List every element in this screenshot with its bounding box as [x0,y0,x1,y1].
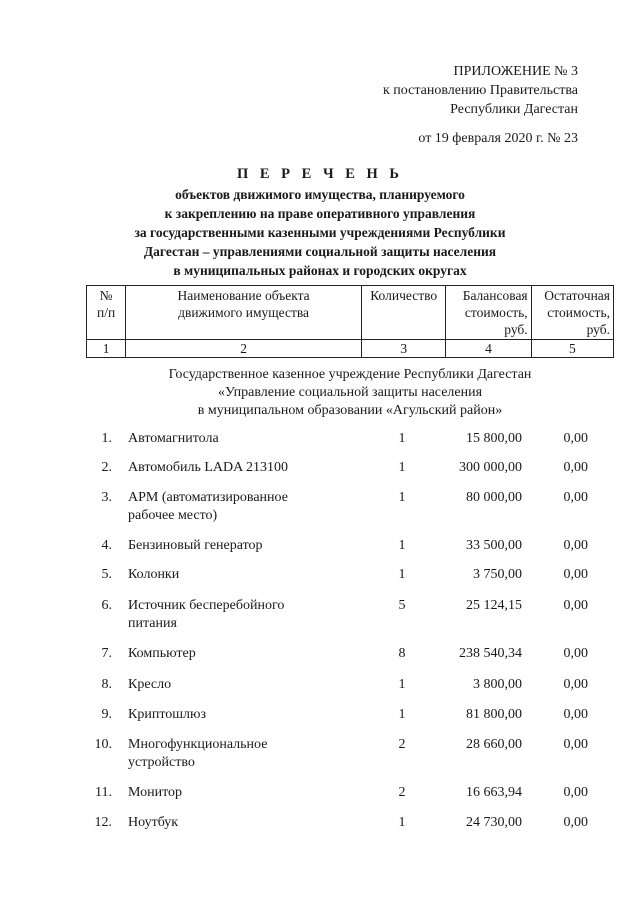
row-balance: 80 000,00 [466,490,522,505]
row-residual: 0,00 [563,785,588,800]
row-name: Компьютер [128,646,196,661]
row-residual: 0,00 [563,431,588,446]
row-residual: 0,00 [563,707,588,722]
row-qty: 1 [398,677,406,692]
row-num: 10. [94,737,112,752]
row-num: 11. [95,785,112,800]
section-line-2: «Управление социальной защиты населения [217,385,483,400]
column-number: 2 [126,340,362,358]
appendix-line-2: Республики Дагестан [450,102,578,117]
header-residual: Остаточная стоимость, руб. [531,286,613,340]
row-balance: 81 800,00 [466,707,522,722]
row-name: АРМ (автоматизированное рабочее место) [128,490,288,523]
row-name: Бензиновый генератор [128,538,263,553]
row-qty: 1 [398,567,406,582]
row-qty: 1 [398,538,406,553]
row-num: 2. [101,460,112,475]
column-number: 3 [362,340,446,358]
row-balance: 33 500,00 [466,538,522,553]
header-num: № п/п [87,286,126,340]
title-line-5: в муниципальных районах и городских округах [173,263,467,278]
row-num: 3. [101,490,112,505]
appendix-line-1: к постановлению Правительства [382,83,578,98]
row-name: Кресло [128,677,172,692]
column-number: 1 [87,340,126,358]
row-num: 9. [101,707,112,722]
row-qty: 5 [398,598,406,613]
section-line-1: Государственное казенное учреждение Республики Дагестан [168,367,532,382]
row-name: Колонки [128,567,180,582]
row-name: Автомагнитола [128,431,219,446]
table-header-row [87,286,614,340]
title-line-2: к закреплению на праве оперативного управления [164,206,476,221]
row-num: 8. [101,677,112,692]
row-residual: 0,00 [563,677,588,692]
row-balance: 16 663,94 [466,785,522,800]
row-name: Многофункциональное устройство [128,737,268,770]
header-name: Наименование объекта движимого имущества [126,286,362,340]
row-qty: 1 [398,707,406,722]
row-balance: 25 124,15 [466,598,522,613]
row-name: Монитор [128,785,183,800]
row-residual: 0,00 [563,815,588,830]
row-name: Криптошлюз [128,707,207,722]
row-name: Ноутбук [128,815,179,830]
row-qty: 1 [398,490,406,505]
title-line-3: за государственными казенными учреждениями Республики [134,225,506,240]
row-num: 12. [94,815,112,830]
row-qty: 2 [398,785,406,800]
document-title [0,163,640,280]
row-balance: 15 800,00 [466,431,522,446]
row-residual: 0,00 [563,737,588,752]
table-header [86,285,614,358]
row-num: 4. [101,538,112,553]
row-residual: 0,00 [563,538,588,553]
row-residual: 0,00 [563,490,588,505]
title-main: П Е Р Е Ч Е Н Ь [236,166,404,182]
appendix-title: ПРИЛОЖЕНИЕ № 3 [453,64,578,79]
section-line-3: в муниципальном образовании «Агульский район» [197,403,503,418]
row-qty: 1 [398,460,406,475]
row-qty: 1 [398,815,406,830]
row-residual: 0,00 [563,460,588,475]
row-residual: 0,00 [563,567,588,582]
row-qty: 1 [398,431,406,446]
appendix-date: от 19 февраля 2020 г. № 23 [418,131,578,146]
header-balance: Балансовая стоимость, руб. [446,286,531,340]
column-number: 5 [531,340,613,358]
row-residual: 0,00 [563,598,588,613]
row-balance: 3 750,00 [473,567,522,582]
row-balance: 24 730,00 [466,815,522,830]
row-num: 1. [101,431,112,446]
row-name: Источник бесперебойного питания [128,598,285,631]
row-qty: 2 [398,737,406,752]
row-balance: 28 660,00 [466,737,522,752]
row-balance: 300 000,00 [459,460,522,475]
row-name: Автомобиль LADA 213100 [128,460,288,475]
title-line-1: объектов движимого имущества, планируемого [175,187,465,202]
title-line-4: Дагестан – управлениями социальной защиты населения [143,244,497,259]
row-qty: 8 [398,646,406,661]
column-number-row [87,340,614,358]
row-num: 5. [101,567,112,582]
appendix-block [383,62,578,148]
header-qty: Количество [362,286,446,340]
row-num: 7. [101,646,112,661]
row-balance: 3 800,00 [473,677,522,692]
section-heading [86,366,614,420]
row-residual: 0,00 [563,646,588,661]
row-balance: 238 540,34 [459,646,522,661]
row-num: 6. [101,598,112,613]
column-number: 4 [446,340,531,358]
